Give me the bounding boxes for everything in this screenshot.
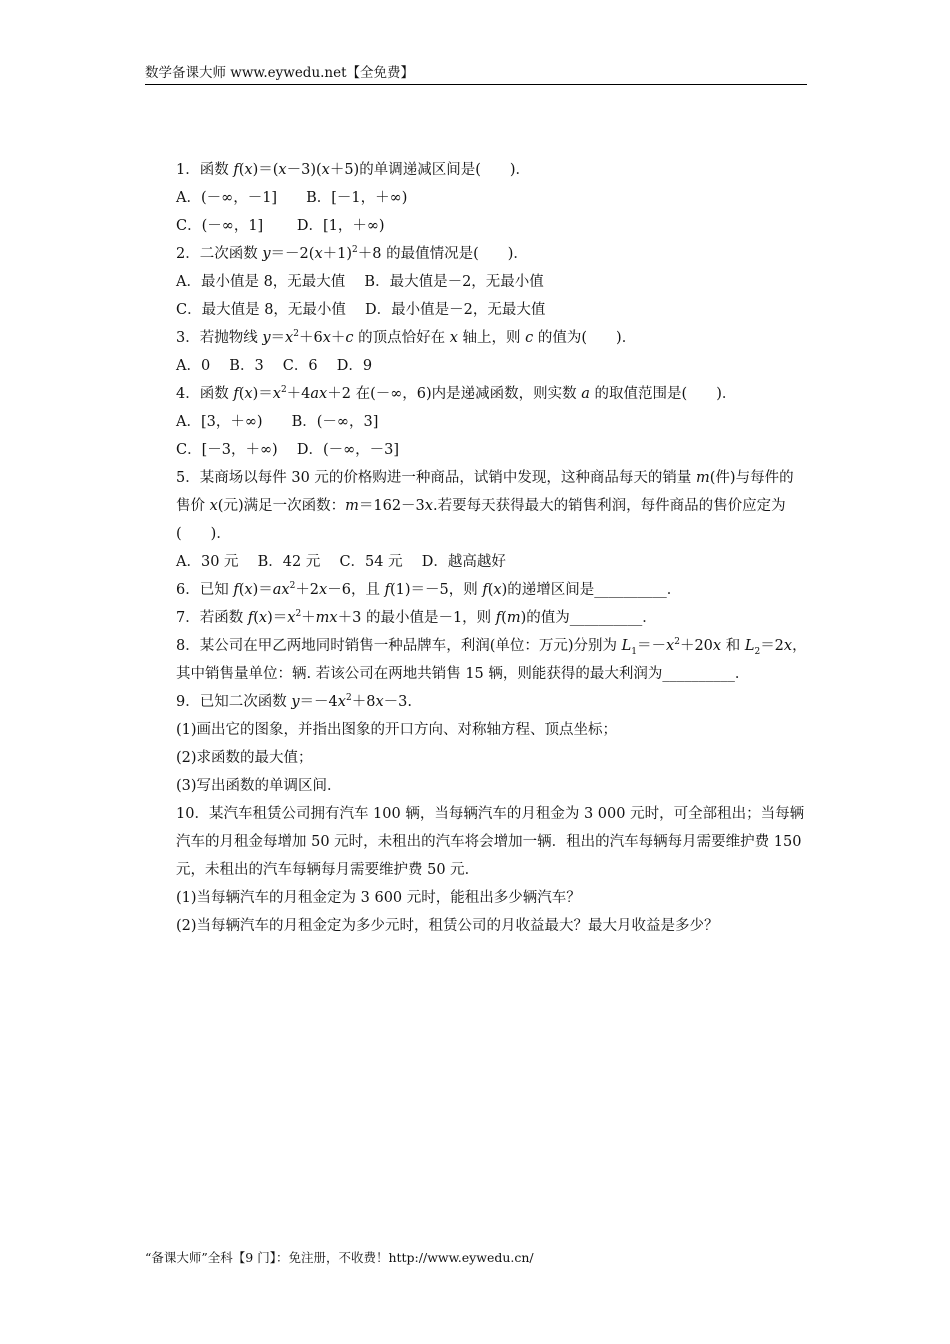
question-6: 6．已知 $f(x)=ax^2+2x-6$，且 f(1)＝－5，则 f(x)的递增区间是__________． (176, 581, 682, 598)
question-8: 8．某公司在甲乙两地同时销售一种品牌车，利润(单位：万元)分别为 $L_1=-x^2+20x$ 和 $L_2=2x$，其中销售量单位：辆. 若该公司在两地共销售 15 辆，则能获得的最大利润为__________． (176, 637, 807, 682)
question-1-options-cd: C．(－∞，1] D．[1，＋∞) (176, 218, 385, 234)
question-2-options-cd: C．最大值是 8，无最小值 D．最小值是－2，无最大值 (176, 302, 546, 318)
question-4-options-cd: C．[－3，＋∞) D．(－∞，－3] (176, 442, 400, 458)
question-1-options-ab: A．(－∞，－1] B．[－1，＋∞) (176, 190, 408, 206)
question-10-part-2: (2)当每辆汽车的月租金定为多少元时，租赁公司的月收益最大？最大月收益是多少？ (176, 918, 719, 934)
question-4-options-ab: A．[3，＋∞) B．(－∞，3] (176, 414, 379, 430)
question-10-part-1: (1)当每辆汽车的月租金定为 3 600 元时，能租出多少辆汽车？ (176, 890, 581, 906)
question-9-part-1: (1)画出它的图象，并指出图象的开口方向、对称轴方程、顶点坐标； (176, 722, 618, 738)
header-text: 数学备课大师 www.eywedu.net【全免费】 (145, 65, 415, 81)
question-3: 3．若抛物线 $y=x^2+6x+c$ 的顶点恰好在 x 轴上，则 c 的值为( )． (176, 329, 637, 346)
question-5-options: A．30 元 B．42 元 C．54 元 D．越高越好 (176, 554, 506, 570)
page-header (145, 64, 807, 85)
worksheet-body (145, 160, 807, 944)
question-2-options-ab: A．最小值是 8，无最大值 B．最大值是－2，无最小值 (176, 274, 544, 290)
question-9: 9．已知二次函数 $y=-4x^2+8x-3$. (176, 693, 412, 710)
footer-text: “备课大师”全科【9 门】：免注册，不收费！http://www.eywedu.cn/ (145, 1250, 534, 1265)
question-1: 1．函数 f(x)＝(x－3)(x＋5)的单调递减区间是( )． (176, 162, 531, 178)
page-footer (145, 1250, 534, 1266)
question-5: 5．某商场以每件 30 元的价格购进一种商品，试销中发现，这种商品每天的销量 m(件)与每件的售价 x(元)满足一次函数：m＝162－3x.若要每天获得最大的销售利润，每件商品的售价应定为( )． (176, 470, 794, 542)
question-9-part-2: (2)求函数的最大值； (176, 750, 313, 766)
question-7: 7．若函数 $f(x)=x^2+mx+3$ 的最小值是－1，则 f(m)的值为__________． (176, 609, 657, 626)
question-4: 4．函数 $f(x)=x^2+4ax+2$ 在(－∞，6)内是递减函数，则实数 a 的取值范围是( )． (176, 385, 737, 402)
question-10: 10．某汽车租赁公司拥有汽车 100 辆，当每辆汽车的月租金为 3 000 元时，可全部租出；当每辆汽车的月租金每增加 50 元时，未租出的汽车将会增加一辆．租出的汽车每辆每月需要维护费 150 元，未租出的汽车每辆每月需要维护费 50 元． (176, 806, 805, 878)
question-9-part-3: (3)写出函数的单调区间． (176, 778, 342, 794)
question-2: 2．二次函数 $y=-2(x+1)^2+8$ 的最值情况是( )． (176, 245, 528, 262)
question-3-options: A．0 B．3 C．6 D．9 (176, 358, 373, 374)
